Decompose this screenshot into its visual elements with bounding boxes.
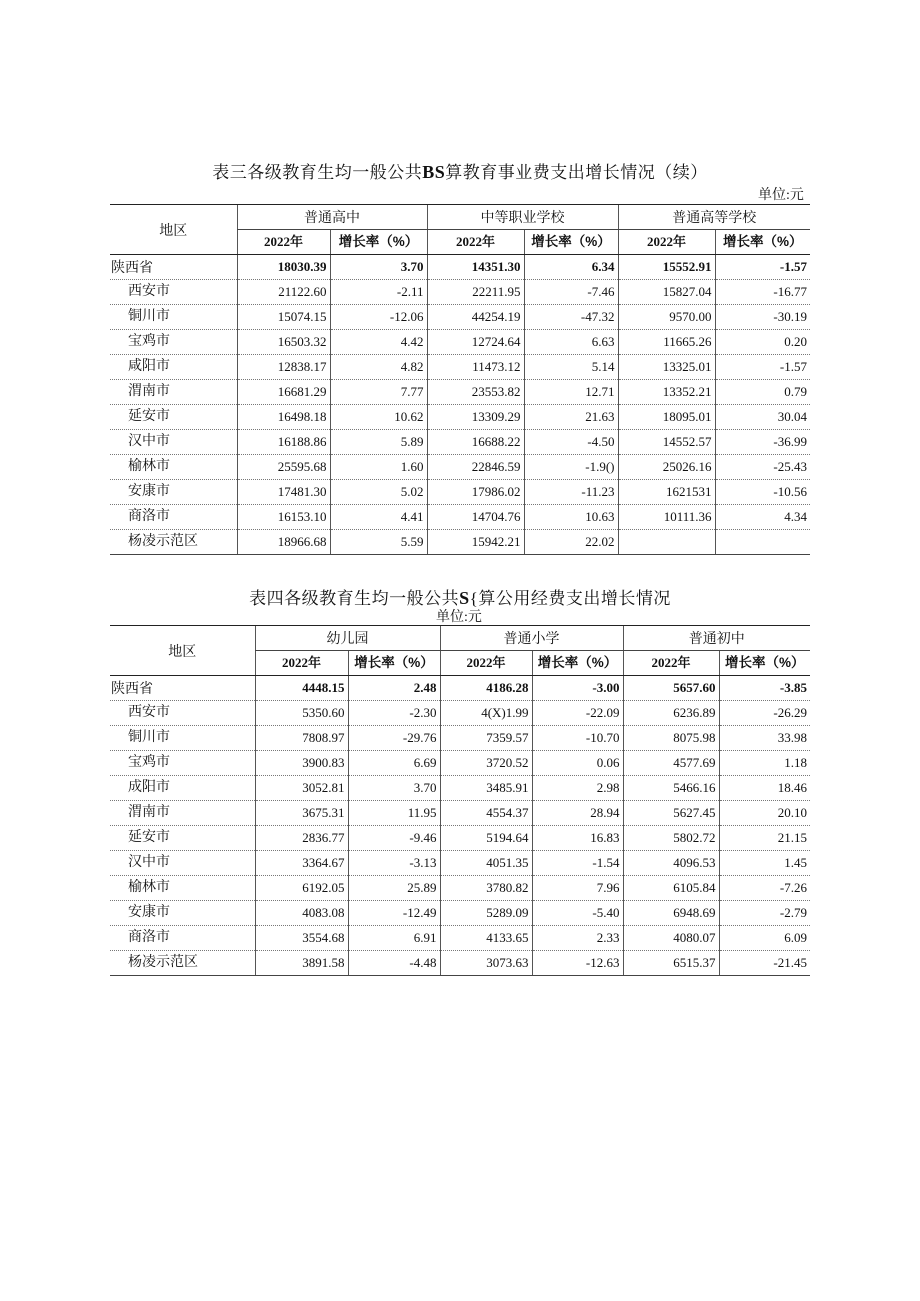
region-cell: 汉中市 [110, 430, 237, 455]
rate-cell: 12.71 [524, 380, 618, 405]
table4-title-part1: 表四各级教育生均一般公共 [249, 589, 460, 608]
table-row [110, 330, 810, 355]
value-cell: 5350.60 [255, 701, 348, 726]
rate-cell: -9.46 [348, 826, 440, 851]
table-row [110, 876, 810, 901]
value-cell: 4051.35 [440, 851, 532, 876]
rate-cell: -2.79 [719, 901, 810, 926]
rate-cell: 5.59 [330, 530, 427, 555]
value-cell: 5802.72 [623, 826, 719, 851]
rate-cell: 4.34 [715, 505, 810, 530]
rate-cell: 21.15 [719, 826, 810, 851]
value-cell: 4096.53 [623, 851, 719, 876]
value-cell: 17986.02 [427, 480, 524, 505]
region-cell: 西安市 [110, 701, 255, 726]
rate-cell: -10.70 [532, 726, 623, 751]
rate-cell: -4.50 [524, 430, 618, 455]
value-cell: 6192.05 [255, 876, 348, 901]
year-header: 2022年 [440, 651, 532, 676]
table-row [110, 801, 810, 826]
rate-cell: 21.63 [524, 405, 618, 430]
year-header: 2022年 [618, 230, 715, 255]
rate-cell: -1.57 [715, 355, 810, 380]
rate-cell: 1.60 [330, 455, 427, 480]
region-cell: 陕西省 [110, 255, 237, 280]
value-cell: 4083.08 [255, 901, 348, 926]
table-row [110, 776, 810, 801]
value-cell: 3073.63 [440, 951, 532, 976]
region-cell: 商洛市 [110, 505, 237, 530]
rate-cell: 20.10 [719, 801, 810, 826]
region-cell: 商洛市 [110, 926, 255, 951]
region-cell: 杨凌示范区 [110, 951, 255, 976]
table-row [110, 255, 810, 280]
value-cell: 15074.15 [237, 305, 330, 330]
table-row [110, 430, 810, 455]
value-cell: 13309.29 [427, 405, 524, 430]
rate-cell: 3.70 [348, 776, 440, 801]
table-row [110, 826, 810, 851]
value-cell: 13325.01 [618, 355, 715, 380]
value-cell: 3720.52 [440, 751, 532, 776]
rate-header: 增长率（%） [348, 651, 440, 676]
value-cell: 7808.97 [255, 726, 348, 751]
value-cell: 6236.89 [623, 701, 719, 726]
value-cell: 5466.16 [623, 776, 719, 801]
region-cell: 咸阳市 [110, 355, 237, 380]
table-row [110, 280, 810, 305]
table-row [110, 901, 810, 926]
region-header: 地区 [110, 626, 255, 676]
value-cell: 16681.29 [237, 380, 330, 405]
rate-cell: 7.77 [330, 380, 427, 405]
rate-cell: -16.77 [715, 280, 810, 305]
region-cell: 宝鸡市 [110, 330, 237, 355]
value-cell: 3364.67 [255, 851, 348, 876]
region-cell: 铜川市 [110, 726, 255, 751]
value-cell: 25595.68 [237, 455, 330, 480]
rate-cell: 4.41 [330, 505, 427, 530]
table-row [110, 926, 810, 951]
table-row [110, 726, 810, 751]
group-header: 中等职业学校 [427, 205, 618, 230]
table3 [110, 204, 810, 555]
table4 [110, 625, 810, 976]
table-row [110, 530, 810, 555]
value-cell: 4186.28 [440, 676, 532, 701]
table3-unit: 单位:元 [758, 188, 804, 203]
rate-cell: 4.82 [330, 355, 427, 380]
year-header: 2022年 [623, 651, 719, 676]
rate-cell: -1.9() [524, 455, 618, 480]
rate-cell: -30.19 [715, 305, 810, 330]
value-cell: 4577.69 [623, 751, 719, 776]
group-header: 普通小学 [440, 626, 623, 651]
region-cell: 安康市 [110, 480, 237, 505]
value-cell: 22846.59 [427, 455, 524, 480]
value-cell: 25026.16 [618, 455, 715, 480]
value-cell: 17481.30 [237, 480, 330, 505]
value-cell: 16688.22 [427, 430, 524, 455]
rate-cell: -12.06 [330, 305, 427, 330]
table4-title-part3: {算公用经费支出增长情况 [469, 589, 671, 608]
group-header: 幼儿园 [255, 626, 440, 651]
rate-header: 增长率（%） [715, 230, 810, 255]
rate-cell: 7.96 [532, 876, 623, 901]
value-cell: 5289.09 [440, 901, 532, 926]
table3-title-part1: 表三各级教育生均一般公共 [212, 163, 423, 182]
value-cell: 5657.60 [623, 676, 719, 701]
value-cell: 1621531 [618, 480, 715, 505]
value-cell: 3675.31 [255, 801, 348, 826]
value-cell: 11665.26 [618, 330, 715, 355]
rate-cell: 2.98 [532, 776, 623, 801]
value-cell: 4(X)1.99 [440, 701, 532, 726]
rate-cell: 28.94 [532, 801, 623, 826]
table-row [110, 480, 810, 505]
value-cell: 44254.19 [427, 305, 524, 330]
table-row [110, 951, 810, 976]
table3-title [0, 158, 920, 183]
rate-cell: 1.18 [719, 751, 810, 776]
table3-title-part3: 算教育事业费支出增长情况（续） [445, 163, 708, 182]
value-cell: 16153.10 [237, 505, 330, 530]
value-cell: 6515.37 [623, 951, 719, 976]
rate-cell: 6.34 [524, 255, 618, 280]
rate-cell: -36.99 [715, 430, 810, 455]
value-cell: 10111.36 [618, 505, 715, 530]
value-cell: 15552.91 [618, 255, 715, 280]
region-cell: 铜川市 [110, 305, 237, 330]
rate-cell: 5.02 [330, 480, 427, 505]
rate-cell: 1.45 [719, 851, 810, 876]
value-cell: 14552.57 [618, 430, 715, 455]
rate-header: 增长率（%） [719, 651, 810, 676]
rate-cell: 2.48 [348, 676, 440, 701]
rate-cell: -26.29 [719, 701, 810, 726]
table-row [110, 305, 810, 330]
table-row [110, 380, 810, 405]
region-cell: 渭南市 [110, 801, 255, 826]
rate-cell: 0.06 [532, 751, 623, 776]
region-cell: 延安市 [110, 405, 237, 430]
rate-cell: 18.46 [719, 776, 810, 801]
region-cell: 榆林市 [110, 455, 237, 480]
value-cell: 23553.82 [427, 380, 524, 405]
rate-header: 增长率（%） [330, 230, 427, 255]
value-cell: 6948.69 [623, 901, 719, 926]
table-row [110, 455, 810, 480]
value-cell: 8075.98 [623, 726, 719, 751]
rate-cell: -12.63 [532, 951, 623, 976]
rate-cell: 16.83 [532, 826, 623, 851]
rate-cell: 2.33 [532, 926, 623, 951]
table3-title-part2: BS [422, 162, 446, 182]
value-cell: 4554.37 [440, 801, 532, 826]
rate-cell: -2.30 [348, 701, 440, 726]
rate-cell: -10.56 [715, 480, 810, 505]
value-cell: 3485.91 [440, 776, 532, 801]
value-cell: 6105.84 [623, 876, 719, 901]
rate-header: 增长率（%） [524, 230, 618, 255]
region-cell: 宝鸡市 [110, 751, 255, 776]
table-row [110, 751, 810, 776]
rate-cell: 11.95 [348, 801, 440, 826]
table-row [110, 676, 810, 701]
rate-header: 增长率（%） [532, 651, 623, 676]
rate-cell: -5.40 [532, 901, 623, 926]
rate-cell: -21.45 [719, 951, 810, 976]
table-row [110, 405, 810, 430]
region-cell: 渭南市 [110, 380, 237, 405]
value-cell [618, 530, 715, 555]
rate-cell: -7.46 [524, 280, 618, 305]
region-header: 地区 [110, 205, 237, 255]
region-cell: 汉中市 [110, 851, 255, 876]
value-cell: 12838.17 [237, 355, 330, 380]
group-header: 普通高中 [237, 205, 427, 230]
rate-cell: -12.49 [348, 901, 440, 926]
value-cell: 4448.15 [255, 676, 348, 701]
rate-cell: -2.11 [330, 280, 427, 305]
value-cell: 13352.21 [618, 380, 715, 405]
value-cell: 3891.58 [255, 951, 348, 976]
value-cell: 3554.68 [255, 926, 348, 951]
year-header: 2022年 [255, 651, 348, 676]
region-cell: 西安市 [110, 280, 237, 305]
value-cell: 5627.45 [623, 801, 719, 826]
rate-cell: -7.26 [719, 876, 810, 901]
value-cell: 16503.32 [237, 330, 330, 355]
value-cell: 7359.57 [440, 726, 532, 751]
rate-cell: 10.62 [330, 405, 427, 430]
rate-cell: 5.14 [524, 355, 618, 380]
rate-cell: -4.48 [348, 951, 440, 976]
value-cell: 14351.30 [427, 255, 524, 280]
rate-cell: 4.42 [330, 330, 427, 355]
table-row [110, 851, 810, 876]
rate-cell: -3.00 [532, 676, 623, 701]
table-row [110, 355, 810, 380]
rate-cell: 30.04 [715, 405, 810, 430]
rate-cell: -3.85 [719, 676, 810, 701]
rate-cell: 6.69 [348, 751, 440, 776]
value-cell: 16498.18 [237, 405, 330, 430]
region-cell: 安康市 [110, 901, 255, 926]
table4-unit: 单位:元 [436, 610, 482, 625]
rate-cell: 0.20 [715, 330, 810, 355]
region-cell: 陕西省 [110, 676, 255, 701]
rate-cell: -29.76 [348, 726, 440, 751]
value-cell: 5194.64 [440, 826, 532, 851]
rate-cell: 6.63 [524, 330, 618, 355]
rate-cell: -22.09 [532, 701, 623, 726]
value-cell: 9570.00 [618, 305, 715, 330]
value-cell: 11473.12 [427, 355, 524, 380]
rate-cell: 0.79 [715, 380, 810, 405]
rate-cell [715, 530, 810, 555]
value-cell: 3052.81 [255, 776, 348, 801]
value-cell: 21122.60 [237, 280, 330, 305]
value-cell: 18095.01 [618, 405, 715, 430]
year-header: 2022年 [237, 230, 330, 255]
rate-cell: 6.09 [719, 926, 810, 951]
table-row [110, 701, 810, 726]
region-cell: 榆林市 [110, 876, 255, 901]
region-cell: 成阳市 [110, 776, 255, 801]
rate-cell: 25.89 [348, 876, 440, 901]
rate-cell: 22.02 [524, 530, 618, 555]
value-cell: 3780.82 [440, 876, 532, 901]
region-cell: 杨凌示范区 [110, 530, 237, 555]
rate-cell: -47.32 [524, 305, 618, 330]
value-cell: 3900.83 [255, 751, 348, 776]
value-cell: 18030.39 [237, 255, 330, 280]
rate-cell: 3.70 [330, 255, 427, 280]
value-cell: 15827.04 [618, 280, 715, 305]
rate-cell: 10.63 [524, 505, 618, 530]
value-cell: 14704.76 [427, 505, 524, 530]
table-row [110, 505, 810, 530]
rate-cell: -25.43 [715, 455, 810, 480]
value-cell: 4080.07 [623, 926, 719, 951]
year-header: 2022年 [427, 230, 524, 255]
table4-title-part2: S [459, 588, 470, 608]
value-cell: 4133.65 [440, 926, 532, 951]
rate-cell: 5.89 [330, 430, 427, 455]
value-cell: 2836.77 [255, 826, 348, 851]
value-cell: 15942.21 [427, 530, 524, 555]
group-header: 普通初中 [623, 626, 810, 651]
group-header: 普通高等学校 [618, 205, 810, 230]
rate-cell: -1.57 [715, 255, 810, 280]
region-cell: 延安市 [110, 826, 255, 851]
value-cell: 22211.95 [427, 280, 524, 305]
rate-cell: -1.54 [532, 851, 623, 876]
value-cell: 12724.64 [427, 330, 524, 355]
value-cell: 16188.86 [237, 430, 330, 455]
value-cell: 18966.68 [237, 530, 330, 555]
rate-cell: -3.13 [348, 851, 440, 876]
rate-cell: 6.91 [348, 926, 440, 951]
rate-cell: 33.98 [719, 726, 810, 751]
rate-cell: -11.23 [524, 480, 618, 505]
